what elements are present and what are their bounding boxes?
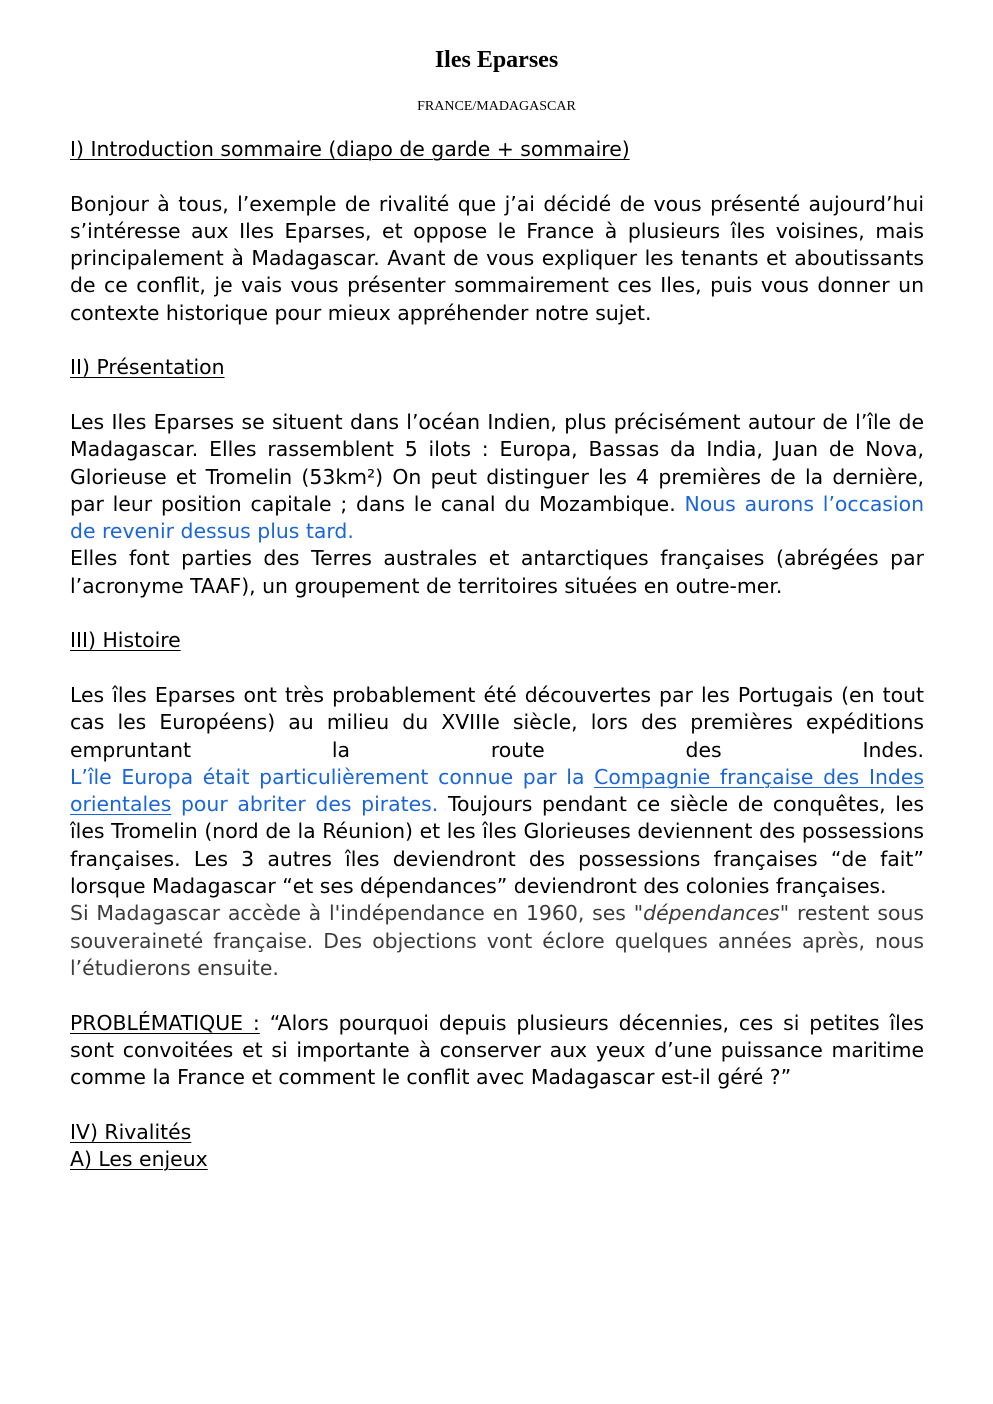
document-title: Iles Eparses bbox=[434, 47, 559, 73]
section-intro-heading: I) Introduction sommaire (diapo de garde + sommaire) bbox=[70, 137, 630, 161]
compagnie-indes-link[interactable]: Compagnie française des Indes orientales bbox=[70, 764, 924, 817]
section-presentation-heading: II) Présentation bbox=[70, 355, 225, 380]
document-subtitle: FRANCE/MADAGASCAR bbox=[417, 99, 576, 114]
section-histoire-heading: III) Histoire bbox=[70, 628, 181, 653]
section-intro-paragraph: Bonjour à tous, l’exemple de rivalité que j’ai décidé de vous présenté aujourd’hui s’intéresse aux Iles Eparses, et oppose le France à plusieurs îles voisines, mais principalement à Madagascar. Avant de vous expliquer les tenants et aboutissants de ce conflit, je vais vous présenter sommairement ces Iles, puis vous donner un contexte historique pour mieux appréhender notre sujet. bbox=[70, 191, 924, 325]
section-rivalites-subheading: A) Les enjeux bbox=[70, 1146, 208, 1171]
section-histoire-paragraph-3: Si Madagascar accède à l'indépendance en 1960, ses "dépendances" restent sous souveraineté française. Des objections vont éclore quelques années après, nous l’étudierons ensuite. bbox=[70, 901, 924, 980]
problematique-label: PROBLÉMATIQUE : bbox=[70, 1010, 260, 1035]
document-body bbox=[70, 136, 924, 1173]
problematique-paragraph: PROBLÉMATIQUE : “Alors pourquoi depuis plusieurs décennies, ces si petites îles sont convoitées et si importante à conserver aux yeux d’une puissance maritime comme la France et comment le conflit avec Madagascar est-il géré ?” bbox=[70, 1010, 924, 1090]
section-presentation-paragraph-1: Les Iles Eparses se situent dans l’océan Indien, plus précisément autour de l’île de Madagascar. Elles rassemblent 5 ilots : Europa, Bassas da India, Juan de Nova, Glorieuse et Tromelin (53km²) On peut distinguer les 4 premières de la dernière, par leur position capitale ; dans le canal du Mozambique. Nous aurons l’occasion de revenir dessus plus tard. bbox=[70, 409, 924, 544]
section-presentation-paragraph-2: Elles font parties des Terres australes et antarctiques françaises (abrégées par l’acronyme TAAF), un groupement de territoires situées en outre-mer. bbox=[70, 546, 924, 598]
section-rivalites-heading: IV) Rivalités bbox=[70, 1119, 192, 1144]
section-histoire-paragraph-1: Les îles Eparses ont très probablement été découvertes par les Portugais (en tout cas les Européens) au milieu du XVIIIe siècle, lors des premières expéditions empruntant la route des Indes. bbox=[70, 682, 924, 762]
highlighted-note: Nous aurons l’occasion de revenir dessus plus tard. bbox=[70, 491, 924, 544]
section-histoire-paragraph-2: L’île Europa était particulièrement connue par la Compagnie française des Indes orientales pour abriter des pirates. Toujours pendant ce siècle de conquêtes, les îles Tromelin (nord de la Réunion) et les îles Glorieuses deviennent des possessions françaises. Les 3 autres îles deviendront des possessions françaises “de fait” lorsque Madagascar “et ses dépendances” deviendront des colonies françaises. bbox=[70, 764, 925, 899]
